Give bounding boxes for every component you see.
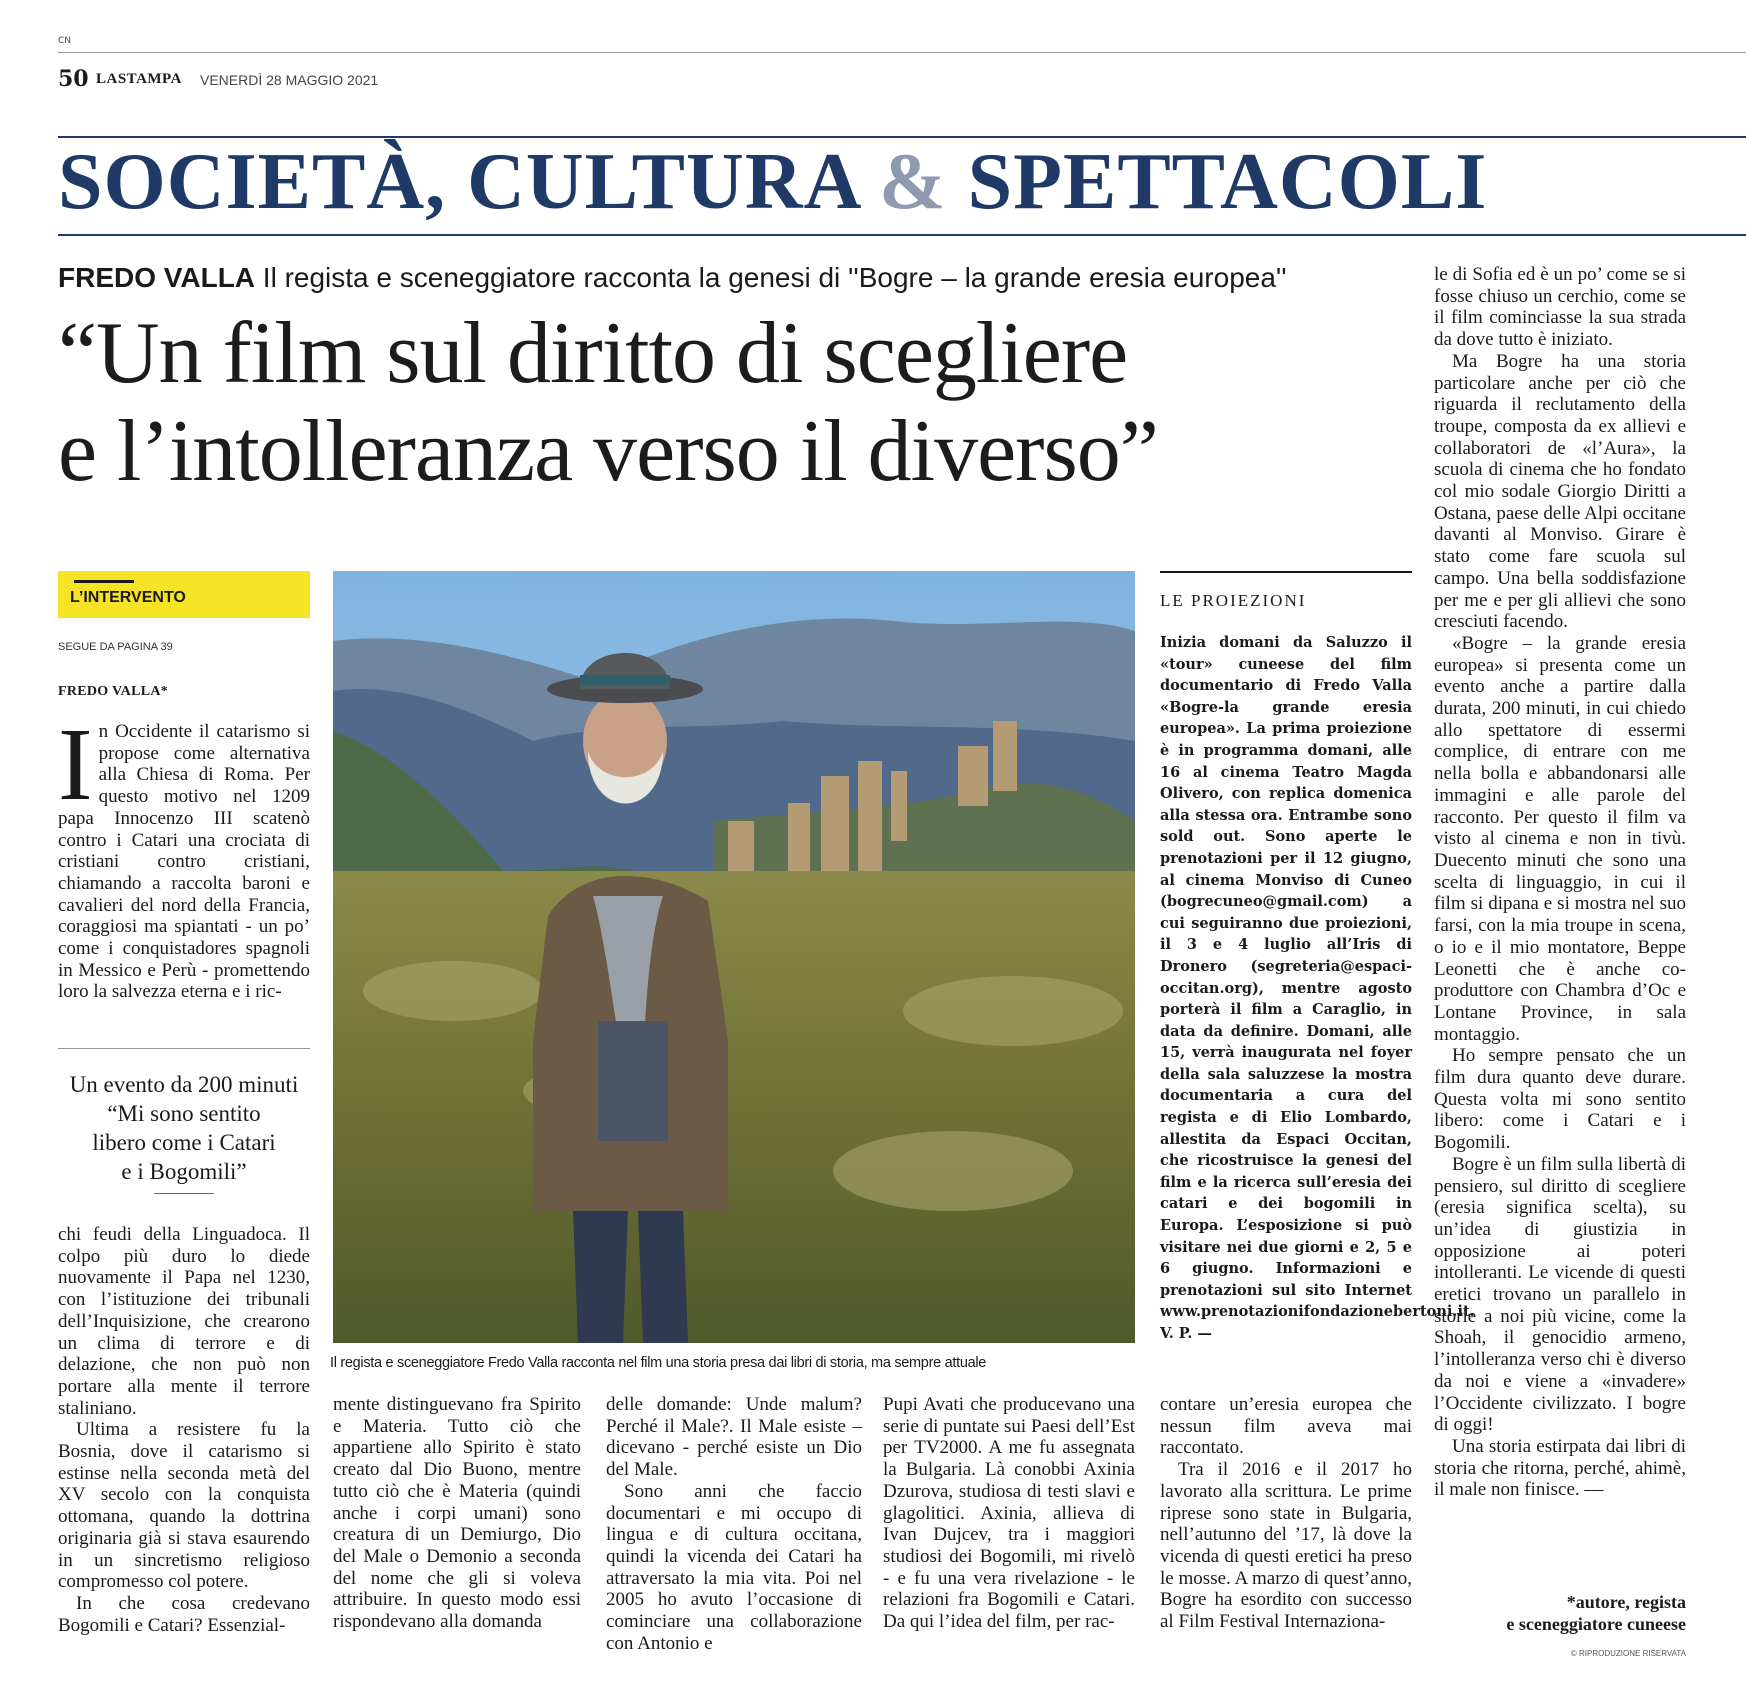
paragraph: «Bogre – la grande eresia europea» si presenta come un evento anche a partire dalla durata, 200 minuti, in cui chiedo allo spettatore di essermi complice, di entrare con me nella bolla e abbandonarsi alle immagini e alle parole del racconto. Per questo il film va visto al cinema e non in tivù. Duecento minuti che sono una scelta di linguaggio, in cui il film si dipana e si mostra nel suo farsi, con la mia troupe in scena, o io e il mio montatore, Beppe Leonetti che è anche co-produttore con Chambra d’Oc e Lontane Province, in sala montaggio. [1434,632,1686,1045]
masthead: LASTAMPA [96,71,182,87]
section-title-part2: SPETTACOLI [946,138,1488,226]
headline-line1: “Un film sul diritto di scegliere [58,305,1128,402]
kicker-text: Il regista e sceneggiatore racconta la genesi di ''Bogre – la grande eresia europea'' [255,262,1287,293]
pullquote-line4: e i Bogomili” [121,1159,247,1184]
paragraph: chi feudi della Linguadoca. Il colpo più duro lo diede nuovamente il Papa nel 1230, con l’istituzione dei tribunali dell’Inquisizione, che crearono un clima di terrore e di delazione, che non può non portare alla mente il terrore staliniano. [58,1224,310,1419]
paragraph: Ultima a resistere fu la Bosnia, dove il catarismo si estinse nella seconda metà del XV secolo con la conquista ottomana, quando la dottrina originaria già si stava esaurendo in un sincretismo religioso compromesso col potere. [58,1419,310,1593]
dateline: VENERDÌ 28 MAGGIO 2021 [200,72,379,88]
body-column-6 [1434,264,1686,1654]
copyright-notice: © RIPRODUZIONE RISERVATA [1570,1649,1686,1658]
paragraph: Bogre è un film sulla libertà di pensiero, sul diritto di scegliere (eresia significa scelta), su un’idea di giustizia in opposizione ai poteri intolleranti. Le vicende di questi eretici trovano un parallelo in storie a noi più vicine, come la Shoah, il genocidio armeno, l’intolleranza verso chi è diverso da noi e viene a «invadere» l’Occidente civilizzato. I bogre di oggi! [1434,1153,1686,1436]
body-column-1b [58,1224,310,1664]
body-column-4 [883,1394,1135,1666]
paragraph: Una storia estirpata dai libri di storia che ritorna, perché, ahimè, il male non finisce. — [1434,1435,1686,1501]
edition-code: CN [58,36,72,46]
paragraph: le di Sofia ed è un po’ come se si fosse chiuso un cerchio, come se il film cominciasse la sua strada da dove tutto è iniziato. [1434,264,1686,351]
sidebar-rule [1160,571,1412,573]
section-tag-rule [74,580,134,583]
paragraph: Ho sempre pensato che un film dura quanto deve durare. Questa volta mi sono sentito libero: come i Catari e i Bogomili. [1434,1045,1686,1154]
pullquote [58,1070,310,1186]
body-column-5 [1160,1394,1412,1666]
pullquote-line3: libero come i Catari [92,1130,276,1155]
drop-cap: I [58,707,93,822]
sidebar-signoff: V. P. — [1160,1325,1212,1342]
sidebar-title: LE PROIEZIONI [1160,591,1307,610]
paragraph: contare un’eresia europea che nessun film aveva mai raccontato. [1160,1394,1412,1459]
pullquote-rule-top [58,1048,310,1049]
kicker-name: FREDO VALLA [58,262,256,293]
paragraph: Sono anni che faccio documentari e mi occupo di lingua e di cultura occitana, quindi la vicenda dei Catari ha attraversato la mia vita. Poi nel 2005 ho avuto l’occasione di cominciare una collaborazione con Antonio e [606,1480,862,1654]
section-tag-label: L’INTERVENTO [70,589,186,606]
sidebar-body [1160,632,1475,1382]
signature-line1: *autore, regista [1566,1592,1686,1612]
section-rule-bottom [58,234,1746,236]
section-title-part1: SOCIETÀ, CULTURA [58,138,879,226]
paragraph: In che cosa credevano Bogomili e Catari? Essenzial- [58,1592,310,1636]
section-title-ampersand: & [878,138,947,226]
body-column-1a [58,707,310,1021]
page-number: 50 [58,66,89,92]
pullquote-rule-bottom [154,1193,214,1194]
opening-text: n Occidente il catarismo si propose come alternativa alla Chiesa di Roma. Per questo motivo nel 1209 papa Innocenzo III scatenò contro i Catari una crociata di cristiani contro cristiani, chiamando a raccolta baroni e cavalieri del nord della Francia, coraggiosi ma spiantati - un po’ come i conquistadores spagnoli in Messico e Perù - promettendo loro la salvezza eterna e i ric- [58,721,310,1003]
continued-from: SEGUE DA PAGINA 39 [58,641,173,653]
opening-paragraph [58,707,310,1003]
sidebar-text: Inizia domani da Saluzzo il «tour» cuneese del film documentario di Fredo Valla «Bogre-la grande eresia europea». La prima proiezione è in programma domani, alle 16 al cinema Teatro Magda Olivero, con replica domenica alla stessa ora. Entrambe sono sold out. Sono aperte le prenotazioni per il 12 giugno, al cinema Monviso di Cuneo (bogrecuneo@gmail.com) a cui seguiranno due proiezioni, il 3 e 4 luglio all’Iris di Dronero (segreteria@espaci-occitan.org), mentre agosto porterà il film a Caraglio, in data da definire. Domani, alle 15, verrà inaugurata nel foyer della sala saluzzese la mostra documentaria a cura del regista e di Elio Lombardo, allestita da Espaci Occitan, che ricostruisce la genesi del film e la ricerca sull’eresia dei catari e dei bogomili in Europa. L’esposizione si può visitare nei due giorni e 2, 5 e 6 giugno. Informazioni e prenotazioni sul sito Internet www.prenotazionifondazionebertoni.it. [1160,634,1475,1321]
paragraph: mente distinguevano fra Spirito e Materia. Tutto ciò che appartiene allo Spirito è stato creato dal Dio Buono, mentre tutto ciò che è Materia (quindi anche i corpi umani) sono creatura di un Demiurgo, Dio del Male o Demonio a seconda del nome che gli si voleva attribuire. In questo modo essi rispondevano alla domanda [333,1394,581,1633]
paragraph: Pupi Avati che producevano una serie di puntate sui Paesi dell’Est per TV2000. A me fu assegnata la Bulgaria. Là conobbi Axinia Dzurova, studiosa di testi slavi e glagolitici. Axinia, allieva di Ivan Dujcev, tra i maggiori studiosi dei Bogomili, mi rivelò - e fu una vera rivelazione - le relazioni fra Bogomili e Catari. Da qui l’idea del film, per rac- [883,1394,1135,1633]
kicker [58,264,1287,292]
paragraph: Tra il 2016 e il 2017 ho lavorato alla scrittura. Le prime riprese sono state in Bulgaria, nell’autunno del ’17, là dove la vicenda di questi eretici ha preso le mosse. A marzo di quest’anno, Bogre ha esordito con successo al Film Festival Internaziona- [1160,1459,1412,1633]
byline: FREDO VALLA* [58,684,169,699]
headline-line2: e l’intolleranza verso il diverso” [58,403,1158,500]
pullquote-line2: “Mi sono sentito [107,1101,261,1126]
body-column-2 [333,1394,581,1666]
signature-line2: e sceneggiatore cuneese [1506,1614,1686,1634]
photo-caption: Il regista e sceneggiatore Fredo Valla racconta nel film una storia presa dai libri di storia, ma sempre attuale [330,1355,987,1371]
top-rule [58,52,1746,53]
paragraph: delle domande: Unde malum? Perché il Male?. Il Male esiste – dicevano - perché esiste un Dio del Male. [606,1394,862,1481]
author-signature [1434,1591,1686,1635]
pullquote-line1: Un evento da 200 minuti [69,1072,299,1097]
paragraph: Ma Bogre ha una storia particolare anche per ciò che riguarda il reclutamento della troupe, composta da ex allievi e collaboratori de «l’Aura», la scuola di cinema che ho fondato col mio sodale Giorgio Diritti a Ostana, paese delle Alpi occitane davanti al Monviso. Girare è stato come fare scuola sul campo. Una bella soddisfazione per me e per gli allievi che sono cresciuti facendo. [1434,350,1686,633]
section-title [58,138,1488,226]
photo-illustration [333,571,1135,1343]
headline [58,305,1418,501]
body-column-3 [606,1394,862,1666]
article-photo [333,571,1135,1343]
